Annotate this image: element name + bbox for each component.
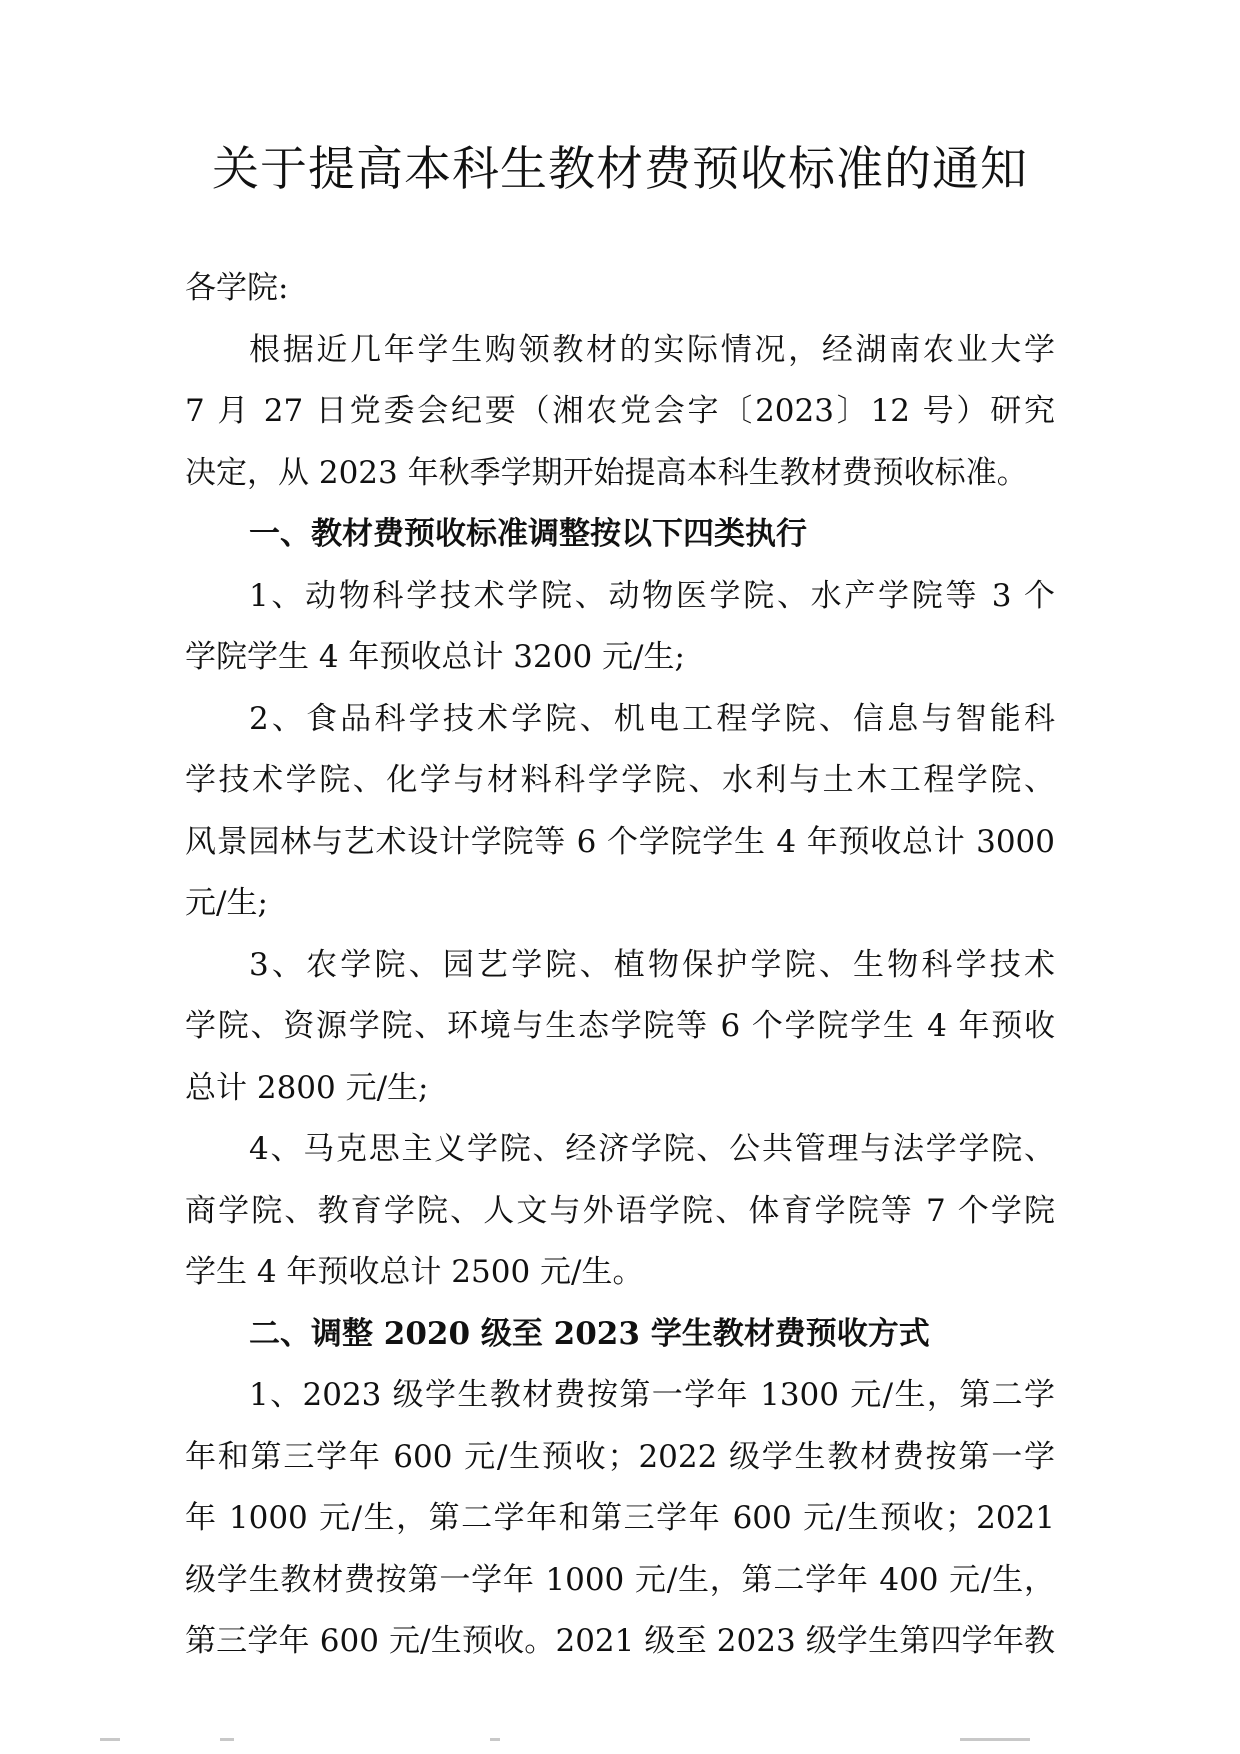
intro-paragraph	[185, 320, 1055, 505]
paragraph-line: 第三学年 600 元/生预收。2021 级至 2023 级学生第四学年教	[185, 1623, 1055, 1659]
paragraph-line: 学院、资源学院、环境与生态学院等 6 个学院学生 4 年预收	[185, 1008, 1055, 1044]
paragraph-line: 元/生;	[185, 885, 268, 921]
paragraph-line: 3、农学院、园艺学院、植物保护学院、生物科学技术	[249, 946, 1055, 983]
section1-item-1	[185, 566, 1055, 689]
scan-mark	[220, 1738, 234, 1741]
section-heading-2: 二、调整 2020 级至 2023 学生教材费预收方式	[249, 1315, 930, 1352]
paragraph-line: 决定，从 2023 年秋季学期开始提高本科生教材费预收标准。	[185, 454, 1028, 491]
paragraph-line: 学院学生 4 年预收总计 3200 元/生;	[185, 639, 685, 675]
section-heading-1: 一、教材费预收标准调整按以下四类执行	[249, 516, 807, 552]
scan-mark	[100, 1738, 120, 1741]
paragraph-line: 总计 2800 元/生;	[185, 1069, 429, 1106]
paragraph-line: 商学院、教育学院、人文与外语学院、体育学院等 7 个学院	[185, 1192, 1055, 1229]
paragraph-line: 风景园林与艺术设计学院等 6 个学院学生 4 年预收总计 3000	[185, 823, 1055, 860]
scan-mark	[490, 1738, 500, 1741]
paragraph-line: 级学生教材费按第一学年 1000 元/生，第二学年 400 元/生，	[185, 1561, 1055, 1598]
section2-item-1	[185, 1365, 1055, 1673]
paragraph-line: 学生 4 年预收总计 2500 元/生。	[185, 1254, 644, 1290]
paragraph-line: 根据近几年学生购领教材的实际情况，经湖南农业大学	[249, 331, 1055, 368]
section1-item-2	[185, 689, 1055, 935]
paragraph-line: 2、食品科学技术学院、机电工程学院、信息与智能科	[249, 700, 1055, 737]
section1-item-3	[185, 935, 1055, 1120]
document-title: 关于提高本科生教材费预收标准的通知	[212, 142, 1028, 197]
paragraph-line: 1、动物科学技术学院、动物医学院、水产学院等 3 个	[249, 577, 1055, 614]
paragraph-line: 年和第三学年 600 元/生预收；2022 级学生教材费按第一学	[185, 1438, 1055, 1475]
paragraph-line: 7 月 27 日党委会纪要（湘农党会字〔2023〕12 号）研究	[185, 393, 1055, 429]
paragraph-line: 年 1000 元/生，第二学年和第三学年 600 元/生预收；2021	[185, 1500, 1055, 1536]
document-body	[185, 258, 1055, 1673]
salutation: 各学院:	[185, 270, 289, 306]
scan-edge-marks	[60, 1738, 1180, 1746]
section1-item-4	[185, 1119, 1055, 1304]
scan-mark	[960, 1738, 1030, 1741]
paragraph-line: 4、马克思主义学院、经济学院、公共管理与法学学院、	[249, 1131, 1055, 1167]
paragraph-line: 1、2023 级学生教材费按第一学年 1300 元/生，第二学	[249, 1377, 1055, 1413]
paragraph-line: 学技术学院、化学与材料科学学院、水利与土木工程学院、	[185, 762, 1055, 798]
